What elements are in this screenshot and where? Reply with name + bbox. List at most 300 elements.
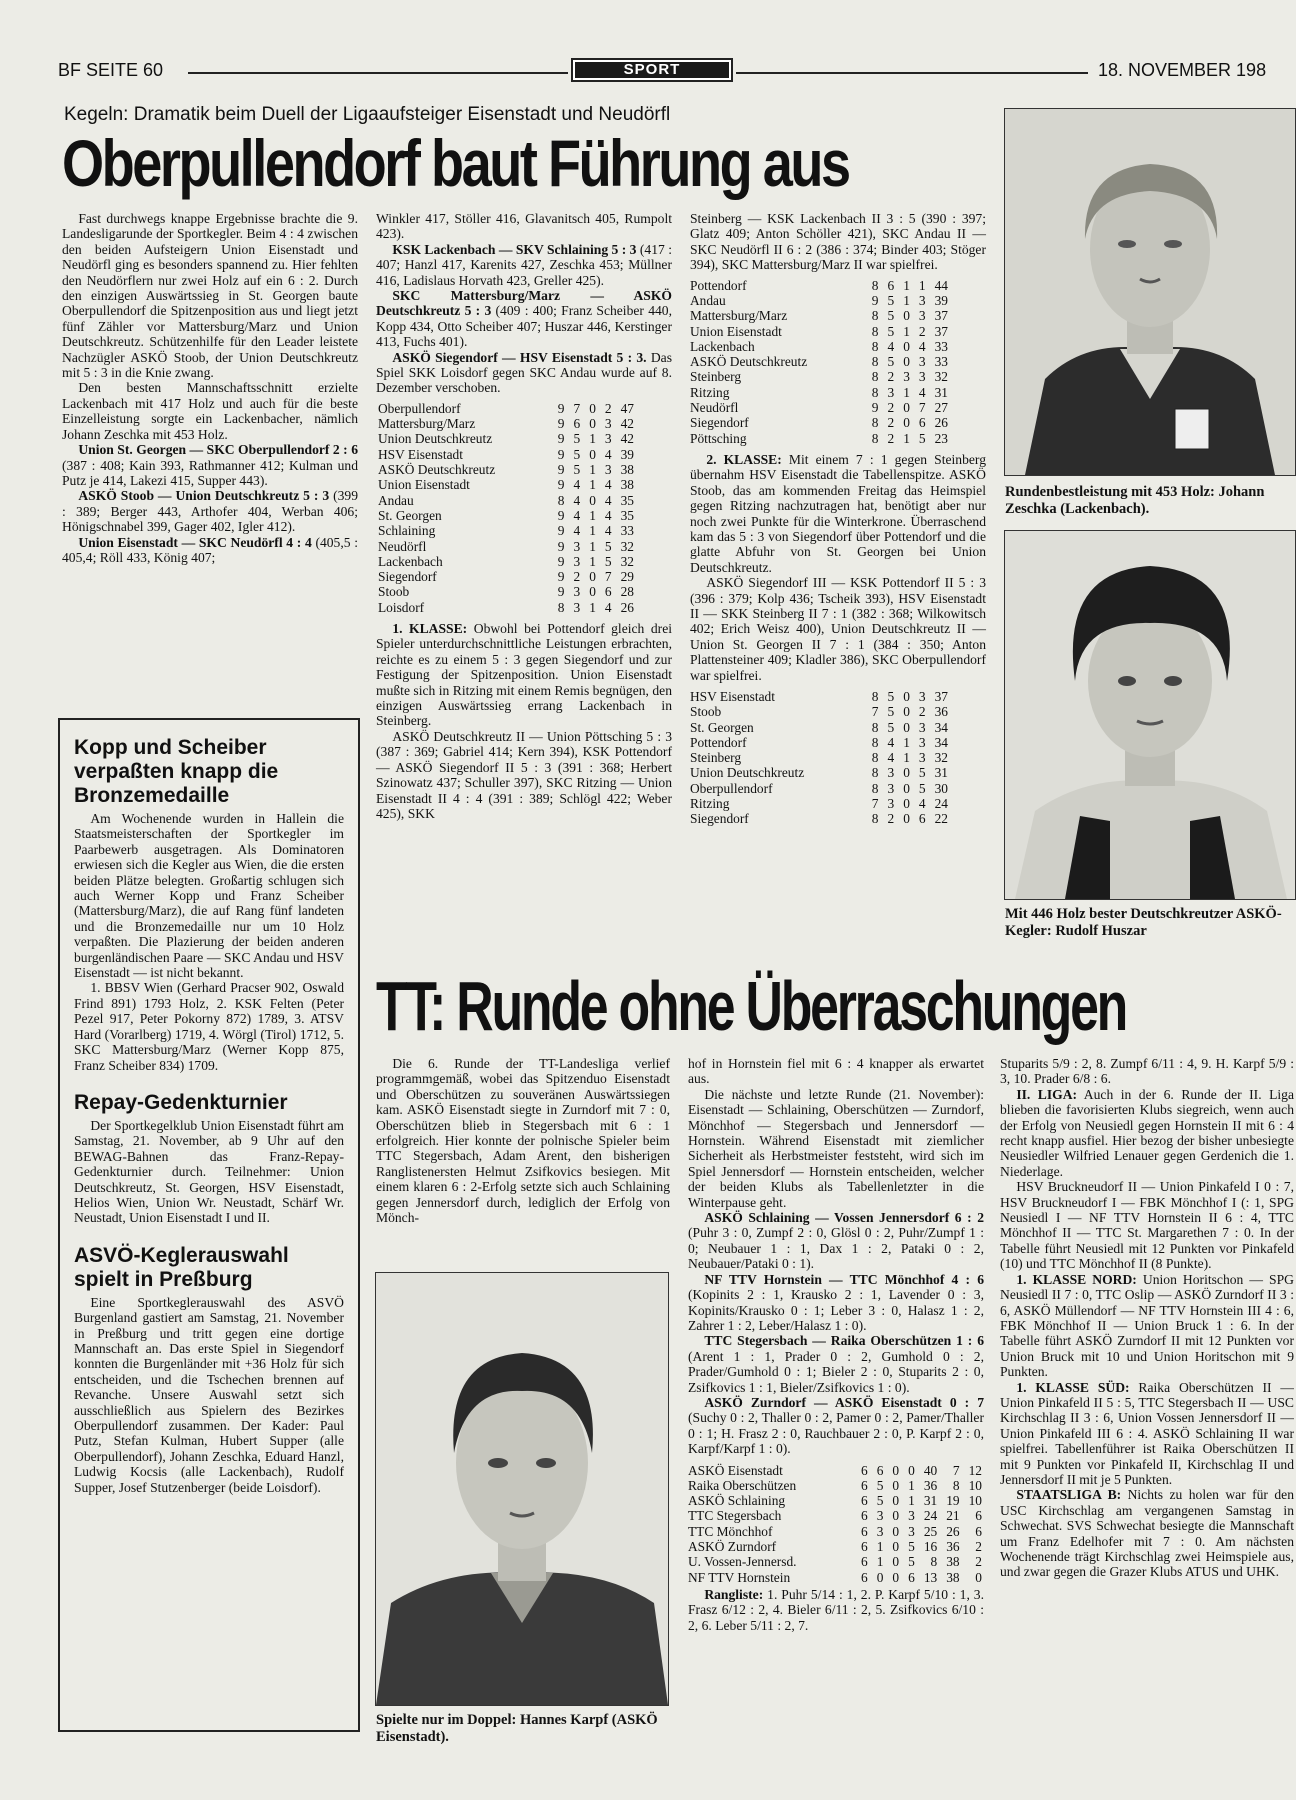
table-row <box>690 796 948 811</box>
stat-cell: 6 <box>861 1477 868 1493</box>
stat-cell: 9 <box>557 477 565 493</box>
stat-cell: 5 <box>573 462 581 478</box>
table-row <box>690 324 948 339</box>
table-row <box>690 811 948 826</box>
paragraph <box>688 1272 984 1334</box>
stat-cell: 0 <box>589 400 596 416</box>
stat-cell: 0 <box>589 446 596 462</box>
match-heading: Rangliste: <box>704 1586 764 1602</box>
match-details: Raika Oberschützen II — Union Pinkafeld II 5 : 5, TTC Stegersbach II — USC Kirchschlag II 3 : 6, Union Vossen Jennersdorf II — Union Pinkafeld III 6 : 4. ASKÖ Schlaining II war spielfrei. Tabellenführer ist Raika Oberschützen II mit 9 Punkten vor Pinkafeld II, Kirchschlag II und Jennersdorf II mit je 5 Punkten. <box>1000 1379 1294 1487</box>
table-row <box>378 523 634 538</box>
stat-cell: 4 <box>604 492 612 508</box>
stat-cell: 1 <box>903 277 910 293</box>
table-row <box>378 554 634 569</box>
stat-cell: 6 <box>861 1523 868 1539</box>
stat-cell: 40 <box>923 1462 938 1478</box>
match-heading: ASKÖ Stoob — Union Deutschkreutz 5 : 3 <box>78 488 330 504</box>
stat-cell: 4 <box>918 338 926 354</box>
table-row <box>688 1570 982 1585</box>
stat-cell: 2 <box>887 811 895 827</box>
stat-cell: 5 <box>887 354 895 370</box>
stat-cell: 0 <box>903 308 910 324</box>
team-name: TTC Stegersbach <box>688 1508 782 1524</box>
paragraph: Die 6. Runde der TT-Landesliga verlief programmgemäß, wobei das Spitzenduo Eisenstadt und Oberschützen zu souveränen Auswärtssiegen kam. ASKÖ Eisenstadt siegte in Zurndorf mit 7 : 0, Oberschützen blieb in Stegersbach mit 6 : 1 erfolgreich. Hier konnte der polnische Spieler beim TTC Stegersbach, Adam Arent, den bisherigen Ranglistenersten Helmut Zsifkovics besiegen. Mit einem klaren 6 : 2-Erfolg setzte sich auch Schlaining gegen Jennersdorf durch, lediglich der Erfolg von Mönch- <box>376 1056 670 1226</box>
stat-cell: 1 <box>908 1493 915 1509</box>
table-row <box>690 385 948 400</box>
stat-cell: 1 <box>876 1554 884 1570</box>
tt-headline: TT: Runde ohne Überraschungen <box>376 967 1127 1045</box>
stat-cell: 3 <box>573 584 581 600</box>
table-row <box>378 584 634 599</box>
team-name: Ritzing <box>690 384 730 400</box>
stat-cell: 6 <box>573 416 581 432</box>
klasse2-table <box>690 689 948 827</box>
team-name: St. Georgen <box>378 507 442 523</box>
stat-cell: 4 <box>604 477 612 493</box>
stat-cell: 39 <box>620 446 634 462</box>
table-row <box>378 447 634 462</box>
article-headline: Oberpullendorf baut Führung aus <box>62 126 849 200</box>
stat-cell: 35 <box>620 507 634 523</box>
match-details: (405,5 : 405,4; Röll 433, König 407; <box>62 534 359 565</box>
team-name: Stoob <box>378 584 410 600</box>
stat-cell: 9 <box>557 569 565 585</box>
team-name: Neudörfl <box>690 400 739 415</box>
team-name: ASKÖ Deutschkreutz <box>690 354 808 370</box>
table-row <box>690 689 948 704</box>
stat-cell: 5 <box>887 688 895 704</box>
team-name: Neudörfl <box>378 538 427 554</box>
stat-cell: 0 <box>892 1539 900 1555</box>
table-row <box>378 401 634 416</box>
stat-cell: 3 <box>918 750 926 766</box>
stat-cell: 4 <box>887 750 895 766</box>
stat-cell: 6 <box>975 1508 982 1524</box>
match-heading: II. LIGA: <box>1016 1086 1078 1102</box>
stat-cell: 31 <box>923 1493 938 1509</box>
table-row <box>688 1554 982 1569</box>
stat-cell: 0 <box>892 1508 900 1524</box>
stat-cell: 3 <box>887 765 895 781</box>
stat-cell: 0 <box>892 1493 900 1509</box>
stat-cell: 3 <box>918 688 926 704</box>
stat-cell: 3 <box>573 553 581 569</box>
stat-cell: 1 <box>903 430 910 446</box>
stat-cell: 8 <box>871 354 879 370</box>
paragraph <box>690 452 986 575</box>
stat-cell: 9 <box>557 416 565 432</box>
portrait-illustration <box>376 1273 668 1705</box>
stat-cell: 5 <box>908 1539 915 1555</box>
stat-cell: 3 <box>903 369 910 385</box>
page-label: BF SEITE 60 <box>58 60 164 80</box>
team-name: Union Eisenstadt <box>378 477 470 493</box>
stat-cell: 2 <box>975 1539 982 1555</box>
table-row <box>378 462 634 477</box>
sidebar-headline-2: Repay-Gedenkturnier <box>74 1090 288 1114</box>
stat-cell: 28 <box>620 584 634 600</box>
stat-cell: 0 <box>903 400 910 415</box>
table-row <box>690 431 948 446</box>
stat-cell: 3 <box>887 796 895 812</box>
match-heading: NF TTV Hornstein — TTC Mönchhof 4 : 6 <box>704 1271 984 1287</box>
stat-cell: 9 <box>557 400 565 416</box>
stat-cell: 0 <box>903 415 910 431</box>
stat-cell: 5 <box>876 1493 884 1509</box>
stat-cell: 38 <box>620 477 634 493</box>
stat-cell: 5 <box>908 1554 915 1570</box>
stat-cell: 27 <box>934 400 948 415</box>
stat-cell: 3 <box>573 599 581 615</box>
stat-cell: 6 <box>861 1493 868 1509</box>
team-name: HSV Eisenstadt <box>378 446 463 462</box>
tt-col-b-after <box>688 1587 984 1633</box>
match-heading: 1. KLASSE SÜD: <box>1016 1379 1130 1395</box>
stat-cell: 2 <box>918 323 926 339</box>
paragraph <box>1000 1487 1294 1579</box>
stat-cell: 3 <box>876 1523 884 1539</box>
sidebar-text-2: Der Sportkegelklub Union Eisenstadt führt am Samstag, 21. November, ab 9 Uhr auf den BEWAG-Bahnen das Franz-Repay-Gedenkturnier durch. Teilnehmer: Union Deutschkreutz, St. Georgen, HSV Eisenstadt, Helios Wien, Union Wr. Neustadt, Schärf Wr. Neustadt, Union Eisenstadt I und II. <box>74 1117 344 1226</box>
table-row <box>690 278 948 293</box>
table-row <box>688 1478 982 1493</box>
stat-cell: 8 <box>871 688 879 704</box>
paragraph: HSV Bruckneudorf II — Union Pinkafeld I 0 : 7, HSV Bruckneudorf I — FBK Mönchhof I (: 1, SPG Neusiedl I — NF TTV Hornstein II 6 : 4, TTC Mönchhof II — TTC St. Margarethen 7 : 0. In der Tabelle führt Neusiedl mit 12 Punkten vor Pinkafeld (10) und TTC Mönchhof II (8 Punkte). <box>1000 1179 1294 1272</box>
stat-cell: 38 <box>620 462 634 478</box>
stat-cell: 2 <box>887 430 895 446</box>
stat-cell: 8 <box>871 415 879 431</box>
match-heading: ASKÖ Zurndorf — ASKÖ Eisenstadt 0 : 7 <box>704 1394 984 1410</box>
stat-cell: 3 <box>918 369 926 385</box>
stat-cell: 4 <box>604 523 612 539</box>
stat-cell: 4 <box>573 477 581 493</box>
stat-cell: 1 <box>903 384 910 400</box>
paragraph <box>688 1395 984 1457</box>
match-details: (Kopinits 2 : 1, Krausko 2 : 1, Lavender 0 : 3, Kopinits/Krausko 0 : 1; Leber 3 : 0, Halasz 1 : 2, Zahrer 1 : 2, Leber/Halasz 1 : 0). <box>688 1287 984 1333</box>
stat-cell: 8 <box>871 277 879 293</box>
portrait-illustration <box>1005 109 1295 475</box>
stat-cell: 2 <box>573 569 581 585</box>
table-row <box>690 765 948 780</box>
stat-cell: 24 <box>923 1508 938 1524</box>
paragraph: Fast durchwegs knappe Ergebnisse brachte die 9. Landesligarunde der Sportkegler. Beim 4 : 4 zwischen den beiden Aufsteigern Union Eisenstadt und Neudörfl ging es besonders spannend zu. Hier fehlten den Neudörflern nur zwei Holz auf ein 6 : 2. Durch den einzigen Auswärtssieg in St. Georgen baute Oberpullendorf die Spitzenposition aus und liegt jetzt fünf Zähler vor Mattersburg/Marz und Union Deutschkreutz. Schützenhilfe für den Leader leistete Nachzügler ASKÖ Stoob, der Union Deutschkreutz mit 5 : 3 in die Knie zwang. <box>62 211 358 381</box>
stat-cell: 9 <box>557 553 565 569</box>
stat-cell: 2 <box>604 400 612 416</box>
stat-cell: 6 <box>887 277 895 293</box>
stat-cell: 0 <box>975 1569 982 1585</box>
stat-cell: 3 <box>604 416 612 432</box>
stat-cell: 37 <box>934 688 948 704</box>
match-details: (399 : 389; Berger 443, Arthofer 404, Werban 406; Hönigschnabel 399, Gager 402, Igler 412). <box>62 488 358 535</box>
paragraph <box>1000 1272 1294 1380</box>
stat-cell: 1 <box>903 734 910 750</box>
team-name: Raika Oberschützen <box>688 1477 797 1493</box>
stat-cell: 5 <box>887 292 895 308</box>
team-name: Steinberg <box>690 369 742 385</box>
stat-cell: 2 <box>975 1554 982 1570</box>
stat-cell: 32 <box>934 750 948 766</box>
stat-cell: 5 <box>887 323 895 339</box>
team-name: Mattersburg/Marz <box>690 308 788 324</box>
match-details: Das Spiel SKK Loisdorf gegen SKC Andau wurde auf 8. Dezember verschoben. <box>376 349 672 396</box>
stat-cell: 4 <box>918 796 926 812</box>
stat-cell: 7 <box>573 400 581 416</box>
stat-cell: 16 <box>923 1539 938 1555</box>
stat-cell: 0 <box>903 704 910 720</box>
paragraph <box>62 535 358 566</box>
stat-cell: 1 <box>589 523 596 539</box>
match-details: (409 : 400; Franz Scheiber 440, Kopp 434, Otto Scheiber 407; Huszar 446, Kerstinger 413, Fuchs 401). <box>376 303 672 350</box>
match-details: (387 : 408; Kain 393, Rathmanner 412; Kulman und Putz je 414, Lakezi 415, Supper 443). <box>62 457 358 488</box>
stat-cell: 8 <box>871 750 879 766</box>
table-row <box>690 369 948 384</box>
stat-cell: 0 <box>903 719 910 735</box>
tt-table <box>688 1463 982 1585</box>
stat-cell: 8 <box>871 338 879 354</box>
table-row <box>690 400 948 415</box>
team-name: Pottendorf <box>690 277 747 293</box>
article1-col2-bottom <box>376 621 672 821</box>
stat-cell: 8 <box>871 308 879 324</box>
match-heading: TTC Stegersbach — Raika Oberschützen 1 : 6 <box>704 1333 984 1349</box>
stat-cell: 8 <box>930 1554 938 1570</box>
paragraph <box>376 242 672 288</box>
stat-cell: 6 <box>604 584 612 600</box>
landesliga-table <box>378 401 634 615</box>
stat-cell: 42 <box>620 431 634 447</box>
stat-cell: 26 <box>946 1523 960 1539</box>
table-row <box>688 1524 982 1539</box>
team-name: TTC Mönchhof <box>688 1523 773 1539</box>
stat-cell: 3 <box>918 734 926 750</box>
stat-cell: 1 <box>589 431 596 447</box>
stat-cell: 10 <box>968 1477 982 1493</box>
stat-cell: 9 <box>557 584 565 600</box>
stat-cell: 1 <box>589 553 596 569</box>
stat-cell: 31 <box>934 765 948 781</box>
match-details: (417 : 407; Hanzl 417, Karenits 427, Zeschka 453; Müllner 416, Ladislaus Horvath 423, Greller 425). <box>376 241 672 288</box>
stat-cell: 4 <box>573 492 581 508</box>
stat-cell: 26 <box>934 415 948 431</box>
stat-cell: 6 <box>861 1539 868 1555</box>
stat-cell: 33 <box>934 338 948 354</box>
stat-cell: 2 <box>887 369 895 385</box>
table-row <box>378 600 634 615</box>
stat-cell: 3 <box>604 462 612 478</box>
photo-huszar <box>1004 530 1296 900</box>
stat-cell: 0 <box>589 492 596 508</box>
table-row <box>690 781 948 796</box>
stat-cell: 1 <box>589 599 596 615</box>
stat-cell: 4 <box>918 384 926 400</box>
stat-cell: 8 <box>557 492 565 508</box>
stat-cell: 32 <box>934 369 948 385</box>
team-name: Lackenbach <box>378 553 443 569</box>
stat-cell: 37 <box>934 323 948 339</box>
stat-cell: 5 <box>887 719 895 735</box>
stat-cell: 32 <box>620 553 634 569</box>
stat-cell: 9 <box>557 446 565 462</box>
team-name: Pöttsching <box>690 430 747 446</box>
stat-cell: 9 <box>557 538 565 554</box>
header-rule-right <box>736 72 1088 74</box>
stat-cell: 0 <box>892 1554 900 1570</box>
stat-cell: 2 <box>887 400 895 415</box>
match-heading: SKC Mattersburg/Marz — ASKÖ Deutschkreutz 5 : 3 <box>376 288 672 319</box>
table-row <box>690 415 948 430</box>
stat-cell: 0 <box>589 569 596 585</box>
stat-cell: 7 <box>871 796 879 812</box>
stat-cell: 3 <box>887 384 895 400</box>
stat-cell: 1 <box>918 277 926 293</box>
stat-cell: 5 <box>887 704 895 720</box>
paragraph <box>376 621 672 729</box>
stat-cell: 38 <box>946 1554 960 1570</box>
photo-huszar-caption: Mit 446 Holz bester Deutschkreutzer ASKÖ-Kegler: Rudolf Huszar <box>1005 906 1282 939</box>
match-heading: KSK Lackenbach — SKV Schlaining 5 : 3 <box>392 241 637 257</box>
stat-cell: 3 <box>573 538 581 554</box>
stat-cell: 8 <box>952 1477 960 1493</box>
stat-cell: 1 <box>589 477 596 493</box>
stat-cell: 3 <box>918 354 926 370</box>
portrait-illustration <box>1005 531 1295 899</box>
stat-cell: 6 <box>861 1569 868 1585</box>
stat-cell: 34 <box>934 719 948 735</box>
match-heading: Union Eisenstadt — SKC Neudörfl 4 : 4 <box>78 534 312 550</box>
stat-cell: 5 <box>604 553 612 569</box>
stat-cell: 4 <box>604 507 612 523</box>
stat-cell: 9 <box>557 507 565 523</box>
klasse1-table <box>690 278 948 446</box>
table-row <box>690 735 948 750</box>
match-details: Mit einem 7 : 1 gegen Steinberg übernahm HSV Eisenstadt die Tabellenspitze. ASKÖ Stoob, das am kommenden Freitag das Heimspiel gegen Ritzing nachzutragen hat, benötigt aber nur noch zwei Punkte für die Winterkrone. Überraschend kam das 5 : 3 von Siegendorf über Pottendorf und die glatte Abfuhr von St. Georgen bei Union Deutschkreutz. <box>690 451 987 575</box>
article1-col3-top <box>690 211 986 273</box>
stat-cell: 0 <box>589 416 596 432</box>
stat-cell: 34 <box>934 734 948 750</box>
paragraph <box>1000 1380 1294 1488</box>
team-name: Union Deutschkreutz <box>378 431 493 447</box>
team-name: U. Vossen-Jennersd. <box>688 1554 797 1570</box>
stat-cell: 6 <box>861 1554 868 1570</box>
article1-col2-top <box>376 211 672 396</box>
stat-cell: 8 <box>871 734 879 750</box>
match-heading: Union St. Georgen — SKC Oberpullendorf 2 : 6 <box>78 442 358 458</box>
team-name: NF TTV Hornstein <box>688 1569 791 1585</box>
stat-cell: 39 <box>934 292 948 308</box>
match-details: Union Horitschon — SPG Neusiedl II 7 : 0, TTC Oslip — ASKÖ Zurndorf II 3 : 6, ASKÖ Müllendorf — NF TTV Hornstein III 4 : 6, FBK Mönchhof II — Union Bruck 1 : 6. In der Tabelle führt ASKÖ Zurndorf II mit 12 Punkten vor Union Bruck mit 10 und Union Horitschon mit 9 Punkten. <box>1000 1271 1294 1380</box>
stat-cell: 8 <box>871 369 879 385</box>
stat-cell: 5 <box>573 446 581 462</box>
team-name: Andau <box>690 292 726 308</box>
stat-cell: 3 <box>918 719 926 735</box>
stat-cell: 3 <box>887 780 895 796</box>
stat-cell: 3 <box>908 1508 915 1524</box>
stat-cell: 8 <box>871 780 879 796</box>
team-name: Steinberg <box>690 750 742 766</box>
team-name: Union Eisenstadt <box>690 323 782 339</box>
photo-karpf-caption: Spielte nur im Doppel: Hannes Karpf (ASKÖ Eisenstadt). <box>376 1712 658 1745</box>
stat-cell: 7 <box>604 569 612 585</box>
match-heading: 2. KLASSE: <box>706 451 782 467</box>
team-name: Schlaining <box>378 523 436 539</box>
stat-cell: 8 <box>871 765 879 781</box>
section-badge <box>571 58 733 82</box>
match-details: Obwohl bei Pottendorf gleich drei Spieler unterdurchschnittliche Leistungen erbrachten, reichte es zu einem 5 : 3 gegen Siegendorf und zur Festigung der Spitzenposition. Union Eisenstadt mußte sich in Ritzing mit einem Remis begnügen, den einzigen Auswärtssieg errang Lackenbach in Steinberg. <box>376 621 673 729</box>
paragraph: Stuparits 5/9 : 2, 8. Zumpf 6/11 : 4, 9. H. Karpf 5/9 : 3, 10. Prader 6/8 : 6. <box>1000 1056 1294 1087</box>
paragraph <box>376 288 672 350</box>
stat-cell: 13 <box>923 1569 938 1585</box>
table-row <box>378 508 634 523</box>
team-name: Siegendorf <box>690 415 749 431</box>
stat-cell: 5 <box>604 538 612 554</box>
stat-cell: 7 <box>918 400 926 415</box>
stat-cell: 2 <box>887 415 895 431</box>
match-details: (Suchy 0 : 2, Thaller 0 : 2, Pamer 0 : 2, Pamer/Thaller 0 : 1; H. Frasz 2 : 0, Rauchbauer 2 : 0, P. Karpf 2 : 0, Karpf/Karpf 1 : 0). <box>688 1410 984 1457</box>
table-row <box>378 493 634 508</box>
match-heading: STAATSLIGA B: <box>1016 1487 1122 1503</box>
paragraph: Steinberg — KSK Lackenbach II 3 : 5 (390 : 397; Glatz 409; Anton Schöller 421), SKC Andau II — SKC Neudörfl II 6 : 2 (386 : 374; Binder 403; Stöger 394), SKC Mattersburg/Marz II war spielfrei. <box>690 211 986 273</box>
stat-cell: 42 <box>620 416 634 432</box>
stat-cell: 4 <box>887 734 895 750</box>
match-heading: ASKÖ Schlaining — Vossen Jennersdorf 6 : 2 <box>704 1210 984 1226</box>
team-name: Union Deutschkreutz <box>690 765 805 781</box>
stat-cell: 0 <box>892 1523 900 1539</box>
team-name: Lackenbach <box>690 338 755 354</box>
stat-cell: 6 <box>861 1462 868 1478</box>
article1-col2 <box>376 211 672 821</box>
match-details: 1. Puhr 5/14 : 1, 2. P. Karpf 5/10 : 1, 3. Frasz 6/12 : 2, 4. Bieler 6/11 : 2, 5. Zsifkovics 6/10 : 2, 6. Leber 5/11 : 2, 7. <box>688 1586 984 1633</box>
stat-cell: 6 <box>975 1523 982 1539</box>
team-name: Siegendorf <box>690 811 749 827</box>
stat-cell: 0 <box>903 796 910 812</box>
stat-cell: 1 <box>876 1539 884 1555</box>
stat-cell: 23 <box>934 430 948 446</box>
stat-cell: 3 <box>604 431 612 447</box>
sidebar-box <box>58 718 360 1732</box>
team-name: Ritzing <box>690 796 730 812</box>
paragraph <box>62 442 358 488</box>
stat-cell: 9 <box>871 292 879 308</box>
table-row <box>378 569 634 584</box>
stat-cell: 1 <box>903 292 910 308</box>
paragraph <box>688 1333 984 1395</box>
paragraph: Die nächste und letzte Runde (21. November): Eisenstadt — Schlaining, Oberschützen — Zurndorf, Mönchhof — Stegersbach und Jennersdorf — Hornstein. Während Eisenstadt mit ziemlicher Sicherheit als Herbstmeister feststeht, wird sich im Spiel Jennersdorf — Hornstein entscheiden, welcher der beiden Klubs als Tabellenletzter in die Winterpause geht. <box>688 1086 984 1210</box>
stat-cell: 0 <box>903 688 910 704</box>
stat-cell: 30 <box>934 780 948 796</box>
table-row <box>378 477 634 492</box>
stat-cell: 0 <box>903 780 910 796</box>
stat-cell: 8 <box>871 323 879 339</box>
paragraph <box>62 488 358 534</box>
stat-cell: 3 <box>908 1523 915 1539</box>
stat-cell: 2 <box>918 704 926 720</box>
stat-cell: 0 <box>903 811 910 827</box>
article1-col3-mid <box>690 452 986 683</box>
stat-cell: 31 <box>934 384 948 400</box>
paragraph <box>688 1587 984 1633</box>
table-row <box>690 354 948 369</box>
stat-cell: 1 <box>908 1477 915 1493</box>
team-name: Andau <box>378 492 414 508</box>
table-row <box>378 416 634 431</box>
stat-cell: 9 <box>871 400 879 415</box>
page-date: 18. NOVEMBER 198 <box>1098 60 1267 80</box>
paragraph: Winkler 417, Stöller 416, Glavanitsch 405, Rumpolt 423). <box>376 211 672 242</box>
paragraph: ASKÖ Siegendorf III — KSK Pottendorf II 5 : 3 (396 : 379; Kolp 436; Tscheik 393), HSV Eisenstadt II — SKK Steinberg II 7 : 1 (382 : 368; Wilkowitsch 402; Erich Weisz 400), Union Deutschkreutz II — Union St. Georgen II 7 : 1 (384 : 350; Anton Plattensteiner 409; Kladler 386), SKC Oberpullendorf war spielfrei. <box>690 575 986 683</box>
photo-zeschka-caption: Rundenbestleistung mit 453 Holz: Johann Zeschka (Lackenbach). <box>1005 484 1265 517</box>
stat-cell: 6 <box>918 811 926 827</box>
stat-cell: 6 <box>861 1508 868 1524</box>
stat-cell: 35 <box>620 492 634 508</box>
